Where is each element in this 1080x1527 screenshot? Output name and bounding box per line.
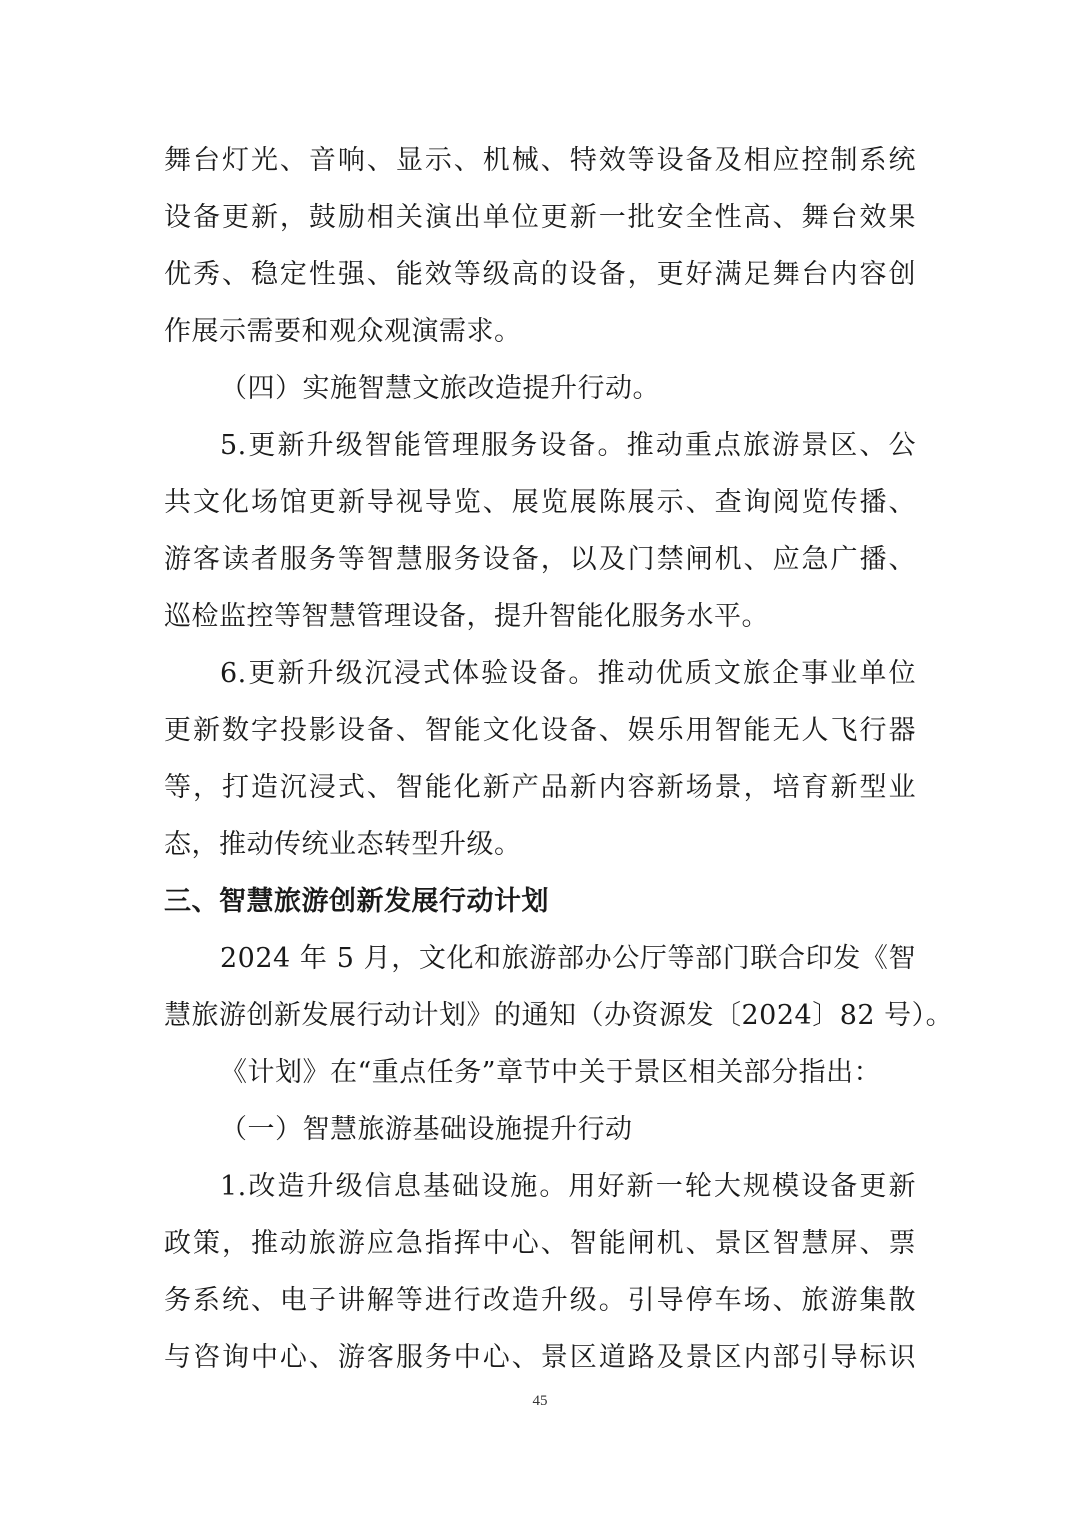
body-line: 2024 年 5 月，文化和旅游部办公厅等部门联合印发《智 [220, 943, 916, 974]
body-line: 政策，推动旅游应急指挥中心、智能闸机、景区智慧屏、票 [164, 1228, 916, 1259]
body-line: 舞台灯光、音响、显示、机械、特效等设备及相应控制系统 [164, 145, 916, 176]
body-line: 共文化场馆更新导视导览、展览展陈展示、查询阅览传播、 [164, 487, 916, 518]
section-subheading: （四）实施智慧文旅改造提升行动。 [220, 373, 660, 404]
body-line: 等，打造沉浸式、智能化新产品新内容新场景，培育新型业 [164, 772, 916, 803]
body-line: 与咨询中心、游客服务中心、景区道路及景区内部引导标识 [164, 1342, 916, 1373]
body-line: 1.改造升级信息基础设施。用好新一轮大规模设备更新 [220, 1171, 916, 1202]
body-line: 慧旅游创新发展行动计划》的通知（办资源发〔2024〕82 号）。 [164, 1000, 954, 1031]
body-line: 游客读者服务等智慧服务设备，以及门禁闸机、应急广播、 [164, 544, 916, 575]
body-line: 6.更新升级沉浸式体验设备。推动优质文旅企事业单位 [220, 658, 916, 689]
body-line: 更新数字投影设备、智能文化设备、娱乐用智能无人飞行器 [164, 715, 916, 746]
body-line: 务系统、电子讲解等进行改造升级。引导停车场、旅游集散 [164, 1285, 916, 1316]
body-line: 作展示需要和观众观演需求。 [164, 316, 522, 347]
section-subheading: （一）智慧旅游基础设施提升行动 [220, 1114, 633, 1145]
body-line: 《计划》在“重点任务”章节中关于景区相关部分指出： [220, 1057, 882, 1088]
body-line: 优秀、稳定性强、能效等级高的设备，更好满足舞台内容创 [164, 259, 916, 290]
page-number: 45 [532, 1393, 548, 1409]
body-line: 设备更新，鼓励相关演出单位更新一批安全性高、舞台效果 [164, 202, 916, 233]
body-line: 态，推动传统业态转型升级。 [164, 829, 522, 860]
body-line: 巡检监控等智慧管理设备，提升智能化服务水平。 [164, 601, 769, 632]
body-line: 5.更新升级智能管理服务设备。推动重点旅游景区、公 [220, 430, 916, 461]
section-heading: 三、智慧旅游创新发展行动计划 [164, 886, 549, 917]
page-body [164, 132, 954, 1386]
